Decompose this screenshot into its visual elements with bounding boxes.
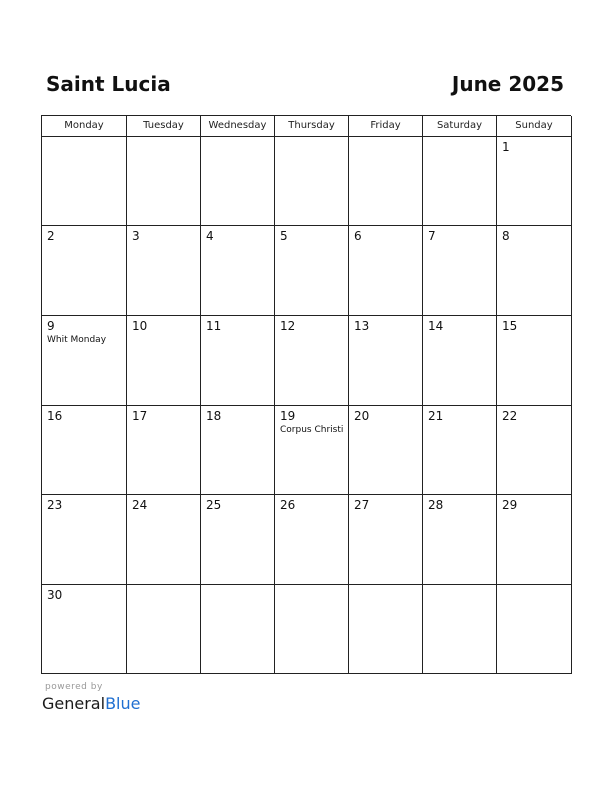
day-number: 9 [47, 319, 55, 333]
day-cell-11[interactable] [201, 316, 275, 406]
day-cell-19[interactable] [275, 406, 349, 495]
day-cell-30[interactable] [42, 585, 127, 674]
empty-day-cell [201, 137, 275, 226]
day-cell-18[interactable] [201, 406, 275, 495]
day-number: 29 [502, 498, 518, 512]
day-cell-3[interactable] [127, 226, 201, 316]
day-cell-2[interactable] [42, 226, 127, 316]
empty-day-cell [349, 137, 423, 226]
empty-day-cell [127, 585, 201, 674]
day-cell-22[interactable] [497, 406, 572, 495]
weekday-header-saturday: Saturday [423, 116, 497, 137]
day-cell-20[interactable] [349, 406, 423, 495]
day-number: 7 [428, 229, 436, 243]
day-cell-16[interactable] [42, 406, 127, 495]
day-number: 15 [502, 319, 518, 333]
empty-day-cell [42, 137, 127, 226]
weekday-header-wednesday: Wednesday [201, 116, 275, 137]
holiday-label: Corpus Christi [280, 425, 344, 435]
day-cell-7[interactable] [423, 226, 497, 316]
day-number: 25 [206, 498, 222, 512]
day-cell-15[interactable] [497, 316, 572, 406]
day-cell-28[interactable] [423, 495, 497, 585]
empty-day-cell [423, 137, 497, 226]
day-number: 23 [47, 498, 63, 512]
logo-blue: Blue [105, 694, 141, 713]
day-number: 13 [354, 319, 370, 333]
generalblue-logo[interactable] [42, 694, 140, 714]
holiday-label: Whit Monday [47, 335, 107, 345]
day-cell-1[interactable] [497, 137, 572, 226]
empty-day-cell [201, 585, 275, 674]
day-number: 24 [132, 498, 148, 512]
day-number: 11 [206, 319, 222, 333]
day-number: 30 [47, 588, 63, 602]
day-cell-26[interactable] [275, 495, 349, 585]
empty-day-cell [275, 137, 349, 226]
day-cell-24[interactable] [127, 495, 201, 585]
weekday-header-sunday: Sunday [497, 116, 572, 137]
weekday-header-tuesday: Tuesday [127, 116, 201, 137]
empty-day-cell [349, 585, 423, 674]
day-number: 2 [47, 229, 55, 243]
day-number: 19 [280, 409, 296, 423]
empty-day-cell [275, 585, 349, 674]
logo-general: General [42, 694, 106, 713]
day-number: 5 [280, 229, 288, 243]
day-number: 16 [47, 409, 63, 423]
day-number: 28 [428, 498, 444, 512]
day-number: 22 [502, 409, 518, 423]
empty-day-cell [497, 585, 572, 674]
day-cell-5[interactable] [275, 226, 349, 316]
country-title: Saint Lucia [46, 72, 171, 96]
day-cell-23[interactable] [42, 495, 127, 585]
day-number: 20 [354, 409, 370, 423]
day-cell-14[interactable] [423, 316, 497, 406]
day-cell-29[interactable] [497, 495, 572, 585]
calendar-grid [41, 115, 571, 674]
empty-day-cell [127, 137, 201, 226]
day-number: 12 [280, 319, 296, 333]
day-cell-6[interactable] [349, 226, 423, 316]
day-cell-4[interactable] [201, 226, 275, 316]
weekday-header-monday: Monday [42, 116, 127, 137]
day-number: 14 [428, 319, 444, 333]
day-cell-17[interactable] [127, 406, 201, 495]
day-number: 21 [428, 409, 444, 423]
day-number: 17 [132, 409, 148, 423]
powered-by-label: powered by [45, 682, 103, 692]
day-cell-27[interactable] [349, 495, 423, 585]
month-title: June 2025 [451, 72, 564, 96]
weekday-header-thursday: Thursday [275, 116, 349, 137]
day-number: 6 [354, 229, 362, 243]
day-number: 27 [354, 498, 370, 512]
day-cell-9[interactable] [42, 316, 127, 406]
weekday-header-friday: Friday [349, 116, 423, 137]
day-cell-8[interactable] [497, 226, 572, 316]
day-cell-21[interactable] [423, 406, 497, 495]
day-number: 3 [132, 229, 140, 243]
day-cell-13[interactable] [349, 316, 423, 406]
day-number: 1 [502, 140, 510, 154]
day-cell-12[interactable] [275, 316, 349, 406]
day-cell-25[interactable] [201, 495, 275, 585]
day-number: 4 [206, 229, 214, 243]
day-number: 18 [206, 409, 222, 423]
day-number: 26 [280, 498, 296, 512]
day-number: 10 [132, 319, 148, 333]
day-cell-10[interactable] [127, 316, 201, 406]
day-number: 8 [502, 229, 510, 243]
empty-day-cell [423, 585, 497, 674]
